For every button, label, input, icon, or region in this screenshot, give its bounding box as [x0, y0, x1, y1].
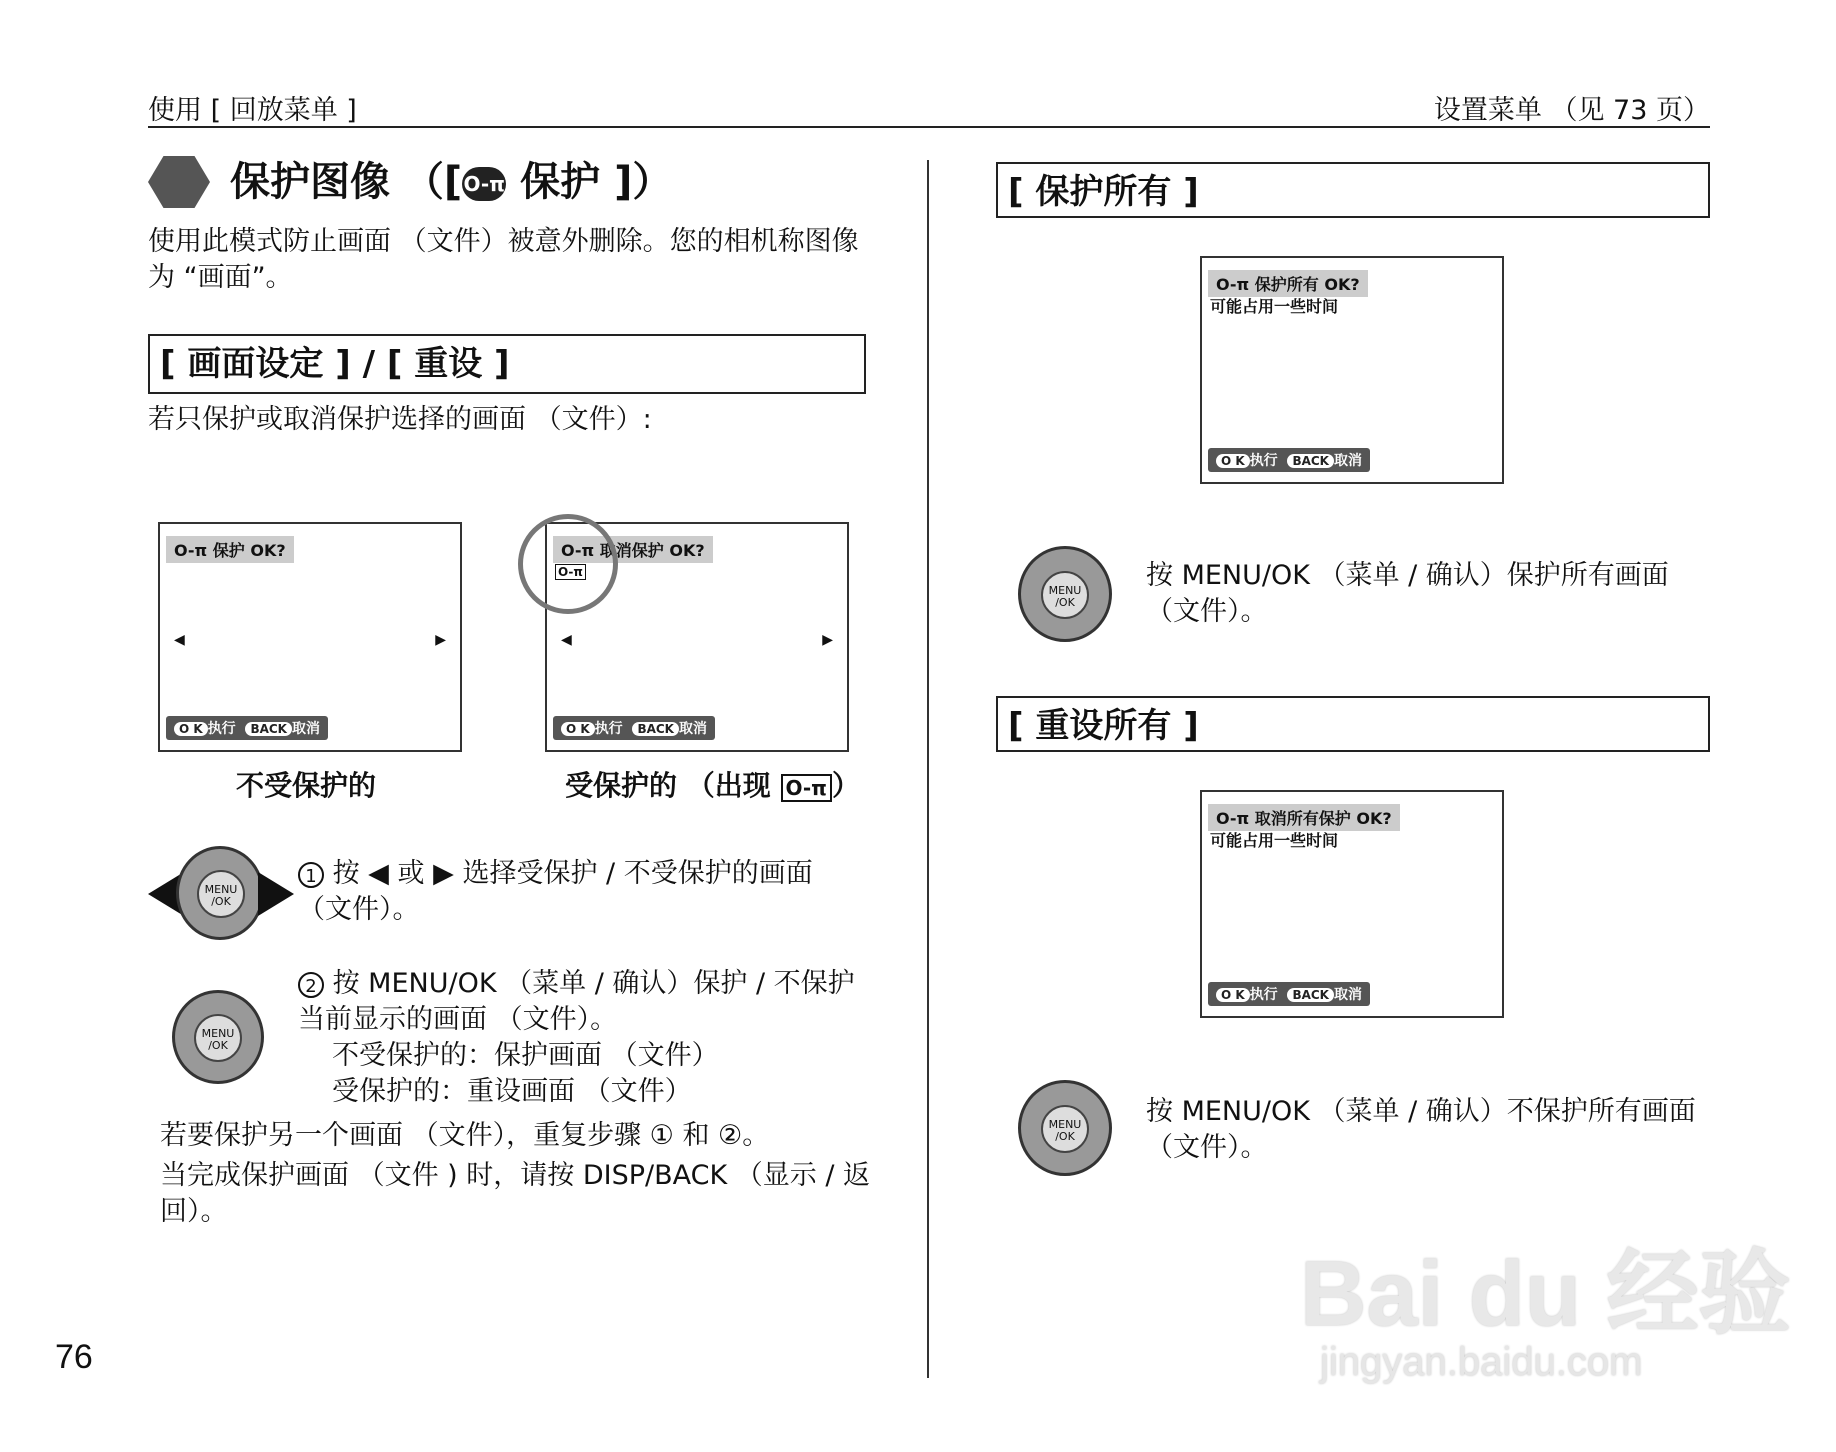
step-number: 1 — [298, 862, 324, 888]
ok-label: 执行 — [1249, 987, 1278, 1003]
section-heading-frame-reset: [ 画面设定 ] / [ 重设 ] — [148, 334, 866, 394]
lcd-footer — [1208, 448, 1370, 472]
back-pill: BACK — [245, 722, 292, 736]
back-label: 取消 — [1333, 453, 1362, 469]
lcd-footer — [553, 716, 715, 740]
ok-label: 执行 — [594, 721, 623, 737]
left-arrow-icon: ◀ — [174, 632, 185, 648]
step2 — [298, 966, 868, 1110]
dial-label-top: MENU — [1048, 1118, 1082, 1131]
header-left: 使用 [ 回放菜单 ] — [148, 95, 357, 126]
lcd-footer — [166, 716, 328, 740]
dial-label-bottom: /OK — [208, 1039, 228, 1052]
ok-label: 执行 — [1249, 453, 1278, 469]
dial-label-top: MENU — [204, 883, 238, 896]
lcd-prompt: O-π 保护 OK? — [166, 536, 294, 563]
right-arrow-icon: ▶ — [435, 632, 446, 648]
title-label: 保护 ]） — [520, 159, 673, 205]
repeat-note: 若要保护另一个画面 （文件），重复步骤 ① 和 ②。 — [160, 1120, 770, 1151]
hexagon-icon — [148, 156, 210, 208]
step1 — [298, 856, 868, 928]
right-arrow-icon: ▶ — [822, 632, 833, 648]
menu-ok-button-icon — [197, 870, 245, 918]
back-label: 取消 — [291, 721, 320, 737]
back-pill: BACK — [1287, 454, 1334, 468]
protect-key-icon: O-π — [555, 564, 586, 580]
menu-ok-dial-icon — [172, 990, 264, 1084]
header-rule — [148, 126, 1710, 128]
dpad-left-right-icon — [148, 846, 284, 944]
dial-label-top: MENU — [201, 1027, 235, 1040]
caption-protected-text: 受保护的 （出现 — [565, 769, 771, 802]
dial-label-bottom: /OK — [1055, 1130, 1075, 1143]
title-prefix: 保护图像 （[ — [230, 159, 463, 205]
menu-ok-dial-icon — [1018, 546, 1112, 642]
step2-line1: 按 MENU/OK （菜单 / 确认）保护 / 不保护当前显示的画面 （文件）。 — [298, 968, 855, 1035]
ok-pill: O K — [561, 722, 595, 736]
section-heading-protect-all: [ 保护所有 ] — [996, 162, 1710, 218]
highlight-circle — [518, 514, 618, 614]
ok-label: 执行 — [207, 721, 236, 737]
ok-pill: O K — [1216, 988, 1250, 1002]
lcd-subtext: 可能占用一些时间 — [1210, 831, 1339, 850]
dial-label-bottom: /OK — [1055, 596, 1075, 609]
menu-ok-button-icon — [1041, 571, 1089, 619]
lcd-screen-unprotected — [158, 522, 462, 752]
watermark-logo: Bai du 经验 — [1300, 1243, 1791, 1345]
menu-ok-button-icon — [194, 1014, 242, 1062]
ok-pill: O K — [1216, 454, 1250, 468]
back-label: 取消 — [678, 721, 707, 737]
right-arrow-icon — [258, 872, 294, 916]
step-number: 2 — [298, 972, 324, 998]
section-heading-reset-all: [ 重设所有 ] — [996, 696, 1710, 752]
watermark-url: jingyan.baidu.com — [1320, 1340, 1643, 1384]
back-pill: BACK — [632, 722, 679, 736]
back-pill: BACK — [1287, 988, 1334, 1002]
reset-all-text: 按 MENU/OK （菜单 / 确认）不保护所有画面 （文件）。 — [1146, 1096, 1696, 1163]
section1-lead: 若只保护或取消保护选择的画面 （文件）: — [148, 404, 652, 435]
key-icon: O-π — [462, 167, 506, 201]
page-number: 76 — [55, 1338, 93, 1376]
lcd-prompt: O-π 取消保护 OK? — [553, 536, 713, 563]
lcd-footer — [1208, 982, 1370, 1006]
intro-text: 使用此模式防止画面 （文件）被意外删除。您的相机称图像为 “画面”。 — [148, 226, 859, 293]
lcd-screen-protect-all — [1200, 256, 1504, 484]
lcd-subtext: 可能占用一些时间 — [1210, 297, 1339, 316]
finish-note: 当完成保护画面 （文件 ) 时，请按 DISP/BACK （显示 / 返回）。 — [160, 1160, 871, 1227]
caption-protected-end: ） — [832, 769, 861, 802]
lcd-prompt: O-π 取消所有保护 OK? — [1208, 804, 1400, 831]
dial-label-top: MENU — [1048, 584, 1082, 597]
step2-line3: 受保护的：重设画面 （文件） — [332, 1076, 692, 1107]
header-right: 设置菜单 （见 73 页） — [1433, 95, 1710, 126]
menu-ok-dial-icon — [1018, 1080, 1112, 1176]
page-title — [230, 150, 672, 207]
step1-text: 按 ◀ 或 ▶ 选择受保护 / 不受保护的画面 （文件）。 — [298, 858, 813, 925]
key-icon: O-π — [781, 774, 833, 802]
left-arrow-icon: ◀ — [561, 632, 572, 648]
menu-ok-button-icon — [1041, 1105, 1089, 1153]
lcd-screen-reset-all — [1200, 790, 1504, 1018]
dial-ring — [176, 846, 264, 940]
protect-all-text: 按 MENU/OK （菜单 / 确认）保护所有画面 （文件）。 — [1146, 560, 1669, 627]
ok-pill: O K — [174, 722, 208, 736]
caption-protected — [565, 764, 860, 804]
column-divider — [927, 160, 929, 1378]
back-label: 取消 — [1333, 987, 1362, 1003]
dial-label-bottom: /OK — [211, 895, 231, 908]
caption-unprotected: 不受保护的 — [236, 769, 377, 802]
lcd-prompt: O-π 保护所有 OK? — [1208, 270, 1368, 297]
step2-line2: 不受保护的：保护画面 （文件） — [332, 1040, 719, 1071]
